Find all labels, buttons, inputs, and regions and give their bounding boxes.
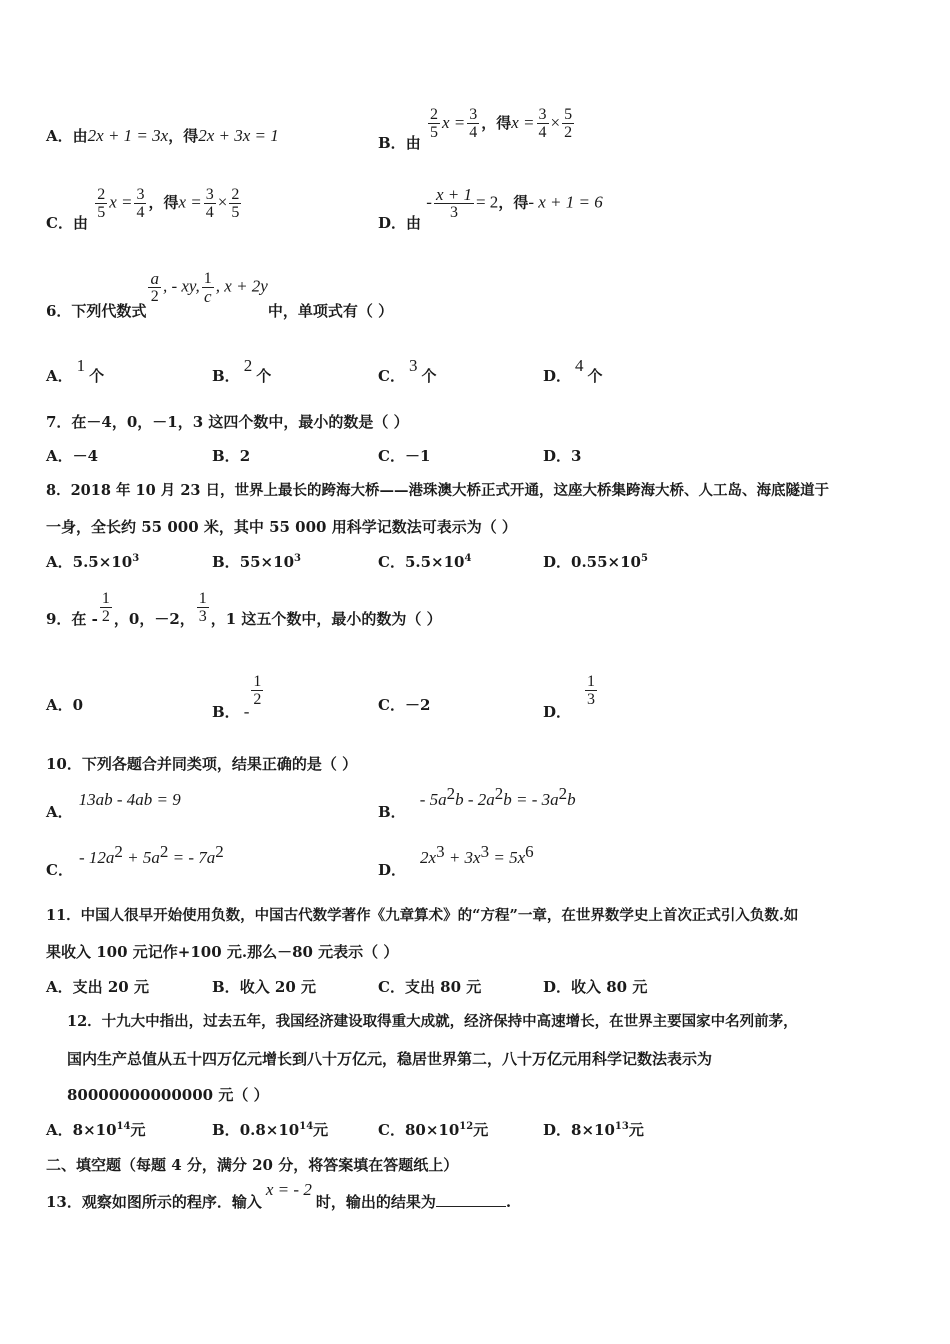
option-value: 4 [575,356,584,375]
denominator: 3 [449,204,458,221]
option-text: 由 [406,213,422,232]
q10-option-c[interactable] [46,842,224,879]
option-value: －4 [72,447,99,465]
option-label: B． [212,367,240,385]
option-label: D． [543,702,572,721]
q8-stem-line1: 8．2018 年 10 月 23 日，世界上最长的跨海大桥——港珠澳大桥正式开通，这座大桥集跨海大桥、人工岛、海底隧道于 [46,482,830,499]
times-sign: × [550,112,561,132]
option-label: D． [543,553,572,571]
fraction [434,186,474,221]
option-label: B． [212,702,240,721]
exponent: 4 [464,553,472,564]
option-value: 0.55×10 [571,553,641,571]
option-label: C． [378,553,405,571]
option-value: 8×10 [571,1121,615,1139]
q6-option-c[interactable] [378,356,437,386]
q9-option-a[interactable] [46,695,83,715]
option-text: 由 [405,133,421,152]
numerator: 1 [101,590,110,607]
equation: x = - 2 [265,1180,312,1199]
q10-stem: 10．下列各题合并同类项，结果正确的是（ ） [46,755,358,773]
option-value: 3 [571,447,582,465]
expression: b [567,790,576,809]
fraction [134,186,146,221]
fraction [585,673,597,708]
numerator: 3 [136,186,145,203]
question-text: ，1 这五个数中，最小的数为（ ） [210,609,442,628]
option-value: 1 [76,356,86,375]
q6-option-a[interactable] [46,356,105,386]
expression: + 3x [444,848,481,867]
q6-option-d[interactable] [543,356,603,386]
q7-option-d[interactable] [543,446,581,466]
expression: , - xy, [162,276,200,296]
fraction [95,186,107,221]
denominator: 3 [198,608,207,625]
numerator: 2 [97,186,106,203]
option-value: 收入 80 元 [571,978,648,996]
option-text: ，得 [148,193,179,212]
question-text: 中，单项式有（ ） [267,301,394,320]
option-text: ，得 [168,127,199,145]
option-label: A． [46,447,73,465]
denominator: 5 [429,124,438,141]
option-value: 0.8×10 [239,1121,300,1139]
expression: 13ab - 4ab = 9 [78,790,181,809]
exponent: 2 [159,842,169,861]
numerator: x + 1 [435,185,472,204]
option-label: B． [378,803,406,821]
option-value: 2 [239,447,251,465]
q8-option-a[interactable] [46,552,139,572]
fraction [467,106,479,141]
option-text: ，得 [481,113,512,132]
q9-option-b[interactable] [212,673,265,721]
question-text: 6．下列代数式 [46,301,147,320]
option-value: 80×10 [404,1121,460,1139]
minus-sign: - [426,192,432,212]
option-value: 0 [72,696,84,714]
expression: - 5a [419,790,447,809]
q12-option-a[interactable] [46,1120,145,1140]
q12-stem-line2: 国内生产总值从五十四万亿元增长到八十万亿元，稳居世界第二，八十万亿元用科学记数法表示为 [67,1050,713,1068]
exponent: 14 [116,1121,131,1132]
exponent: 2 [494,784,504,803]
fraction [251,673,263,708]
option-text: 由 [72,127,88,145]
equation: - x + 1 = 6 [528,192,603,212]
q8-stem-line2: 一身，全长约 55 000 米，其中 55 000 用科学记数法可表示为（ ） [46,518,517,536]
denominator: 2 [150,288,159,305]
denominator: 4 [136,204,145,221]
question-text: 9．在 - [46,609,98,628]
denominator: 5 [97,204,106,221]
numerator: 5 [564,106,573,123]
numerator: 1 [587,673,596,690]
minus-sign: - [243,701,250,721]
q13-stem [46,1180,512,1211]
exponent: 3 [480,842,490,861]
exponent: 2 [446,784,456,803]
q5-option-a[interactable] [46,126,279,146]
exponent: 6 [525,842,534,861]
q11-option-c[interactable] [378,977,481,997]
fraction [100,590,112,625]
option-value: 5.5×10 [404,553,465,571]
denominator: 5 [231,204,240,221]
option-label: A． [46,127,73,145]
option-label: D． [543,447,572,465]
exponent: 3 [132,553,140,564]
denominator: 2 [253,691,262,708]
option-label: D． [378,861,407,879]
q5-option-c[interactable] [46,186,243,232]
q11-stem-line1: 11．中国人很早开始使用负数，中国古代数学著作《九章算术》的“方程”一章，在世界数学史上首次正式引入负数.如 [46,907,799,924]
question-text: 时，输出的结果为 [315,1193,436,1211]
answer-blank[interactable] [436,1192,506,1207]
option-label: A． [46,553,73,571]
exponent: 3 [294,553,301,564]
exponent: 2 [114,842,123,861]
equation: 2x + 3x = 1 [198,126,279,145]
q9-option-d[interactable] [543,673,599,721]
denominator: 2 [101,608,110,625]
q11-option-b[interactable] [212,977,316,997]
option-label: C． [378,978,405,996]
denominator: 4 [538,124,547,141]
numerator: 1 [198,590,207,607]
q8-option-d[interactable] [543,552,648,572]
q12-option-c[interactable] [378,1120,488,1140]
q9-stem [46,590,442,628]
denominator: 2 [564,124,573,141]
section-heading: 二、填空题（每题 4 分，满分 20 分，将答案填在答题纸上） [46,1156,459,1174]
option-unit: 元 [628,1121,644,1139]
numerator: 2 [429,106,438,123]
numerator: 1 [253,673,262,690]
q7-stem: 7．在－4，0，－1，3 这四个数中，最小的数是（ ） [46,413,409,431]
option-label: D． [543,978,572,996]
numerator: 1 [203,270,212,287]
option-label: A． [46,803,73,821]
option-label: C． [46,213,73,232]
q12-option-d[interactable] [543,1120,644,1140]
exponent: 5 [641,553,648,564]
expression: , x + 2y [215,276,268,296]
expression: = 5x [489,848,526,867]
fraction [537,106,549,141]
q5-option-d[interactable] [378,185,603,232]
numerator: 3 [469,106,478,123]
option-text: 由 [72,213,88,232]
expression: + 5a [122,848,160,867]
option-value: 2 [243,356,253,375]
fraction [197,590,209,625]
option-value: －1 [404,447,431,465]
equation: 2x + 1 = 3x [87,126,169,145]
option-label: D． [543,1121,572,1139]
fraction [204,186,216,221]
q12-option-b[interactable] [212,1120,328,1140]
numerator: 3 [205,186,214,203]
exponent: 2 [215,842,224,861]
q12-stem-line1: 12．十九大中指出，过去五年，我国经济建设取得重大成就，经济保持中高速增长，在世界主要国家中名列前茅， [67,1013,798,1030]
option-label: C． [46,861,73,879]
option-unit: 个 [587,367,603,385]
option-label: C． [378,447,405,465]
option-unit: 元 [313,1121,329,1139]
numerator: 2 [231,186,240,203]
equation: x = [178,192,202,212]
exponent: 13 [614,1121,629,1132]
fraction [562,106,574,141]
option-label: B． [212,447,240,465]
option-label: C． [378,696,405,714]
option-unit: 元 [473,1121,489,1139]
q5-option-b[interactable] [378,102,576,152]
exponent: 14 [299,1121,314,1132]
q9-option-c[interactable] [378,695,430,715]
numerator: a [150,269,159,288]
option-label: B． [212,553,240,571]
option-label: A． [46,978,73,996]
denominator: 3 [587,691,596,708]
option-unit: 个 [421,367,437,385]
equation: x = [441,112,466,132]
option-unit: 个 [89,367,105,385]
option-value: 支出 20 元 [72,978,149,996]
option-value: 55×10 [239,553,295,571]
question-text: . [505,1193,512,1211]
q10-option-b[interactable] [378,784,576,821]
option-text: ，得 [498,193,529,212]
option-unit: 元 [130,1121,146,1139]
option-label: B． [212,1121,240,1139]
q11-option-d[interactable] [543,977,647,997]
equation: = 2 [475,192,499,212]
q7-option-c[interactable] [378,446,430,466]
option-label: C． [378,1121,405,1139]
option-value: －2 [404,696,431,714]
q11-option-a[interactable] [46,977,149,997]
q8-option-c[interactable] [378,552,471,572]
fraction [202,270,214,305]
question-text: ，0，－2， [113,609,195,628]
denominator: 4 [469,124,478,141]
exponent: 3 [436,842,445,861]
option-label: D． [378,213,407,232]
expression: b - 2a [455,790,495,809]
q7-option-a[interactable] [46,446,98,466]
option-label: A． [46,696,73,714]
fraction [428,106,440,141]
denominator: c [204,287,212,306]
fraction [148,270,161,305]
q10-option-a[interactable] [46,790,181,821]
fraction [229,186,241,221]
option-value: 3 [408,356,418,375]
q6-option-b[interactable] [212,356,272,386]
q11-stem-line2: 果收入 100 元记作+100 元.那么－80 元表示（ ） [46,943,399,961]
expression: 2x [420,848,437,867]
option-value: 8×10 [72,1121,117,1139]
option-label: D． [543,367,572,385]
denominator: 4 [205,204,214,221]
equation: x = [511,112,535,132]
expression: - 12a [78,848,115,867]
option-unit: 个 [256,367,272,385]
question-text: 13．观察如图所示的程序．输入 [46,1193,262,1211]
times-sign: × [217,192,228,212]
expression: = - 7a [168,848,216,867]
exponent: 2 [558,784,568,803]
q6-stem [46,269,394,320]
option-label: B． [378,133,406,152]
exponent: 12 [459,1121,474,1132]
numerator: 3 [538,106,547,123]
option-label: C． [378,367,405,385]
option-value: 支出 80 元 [404,978,482,996]
option-label: B． [212,978,240,996]
q8-option-b[interactable] [212,552,301,572]
option-label: A． [46,367,73,385]
q10-option-d[interactable] [378,842,534,879]
option-label: A． [46,1121,73,1139]
q7-option-b[interactable] [212,446,250,466]
expression: b = - 3a [503,790,559,809]
option-value: 收入 20 元 [239,978,317,996]
q12-stem-line3: 80000000000000 元（ ） [67,1086,269,1104]
option-value: 5.5×10 [72,553,133,571]
equation: x = [109,192,133,212]
